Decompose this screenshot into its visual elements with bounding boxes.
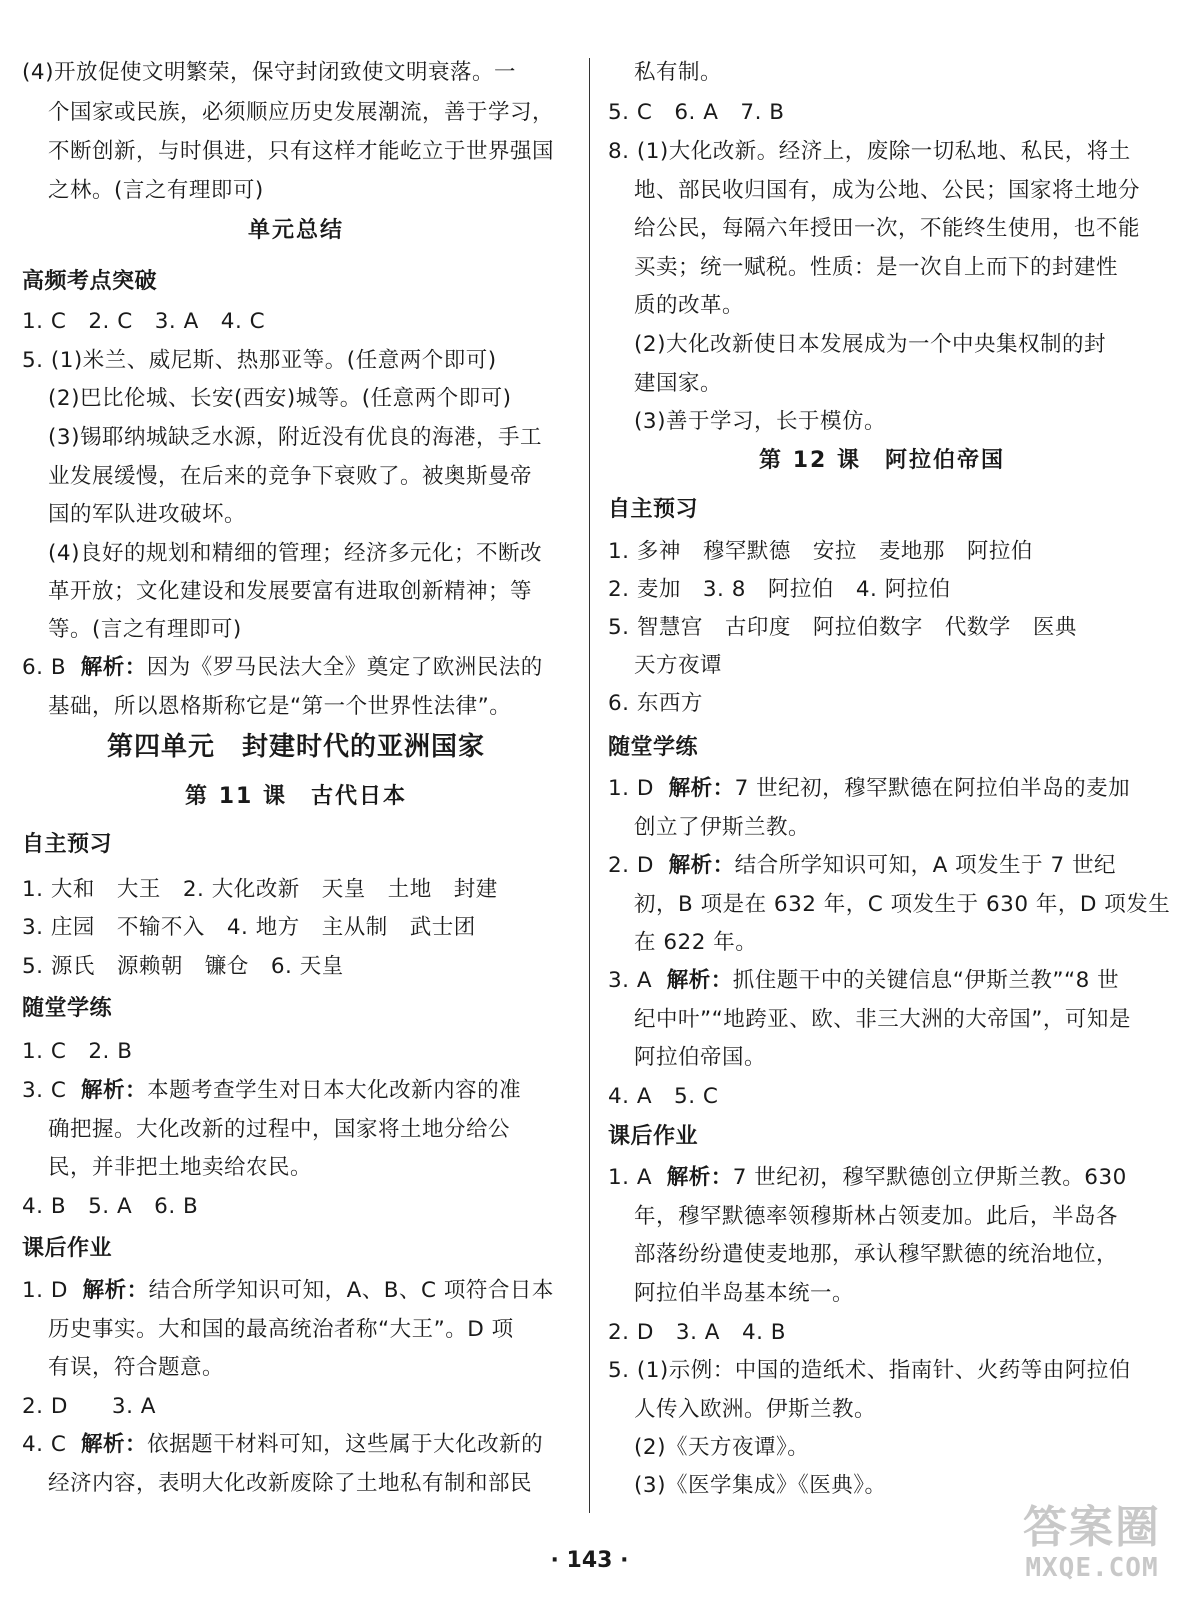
- answer-line: 等。(言之有理即可): [48, 617, 242, 642]
- answer-line: 2. 麦加 3. 8 阿拉伯 4. 阿拉伯: [608, 577, 951, 602]
- answer-line: 革开放；文化建设和发展要富有进取创新精神；等: [48, 579, 533, 604]
- analysis-label: 解析：: [666, 1165, 733, 1190]
- answer-line: 买卖；统一赋税。性质：是一次自上而下的封建性: [634, 255, 1119, 280]
- answer-number: 1. D: [608, 776, 654, 801]
- answer-line: 5. (1)示例：中国的造纸术、指南针、火药等由阿拉伯: [608, 1358, 1131, 1383]
- text-line: 之林。(言之有理即可): [48, 178, 264, 203]
- answer-line: [608, 966, 1119, 996]
- answer-line: (3)善于学习，长于模仿。: [634, 409, 886, 434]
- watermark-logo: 答案圈: [1023, 1502, 1161, 1553]
- text-line: 不断创新，与时俱进，只有这样才能屹立于世界强国: [48, 139, 555, 164]
- answer-number: 4. C: [22, 1432, 67, 1457]
- answer-line: (2)大化改新使日本发展成为一个中央集权制的封: [634, 332, 1106, 357]
- answer-line: [22, 1076, 521, 1106]
- answer-line: 国的军队进攻破坏。: [48, 502, 247, 527]
- analysis-label: 解析：: [668, 776, 735, 801]
- answer-line: 私有制。: [634, 60, 723, 85]
- section-heading: 随堂学练: [22, 996, 113, 1021]
- analysis-label: 解析：: [668, 853, 735, 878]
- section-heading: 课后作业: [22, 1236, 113, 1261]
- answer-number: 2. D: [608, 853, 654, 878]
- answer-line: [608, 851, 1116, 881]
- analysis-text: 结合所学知识可知，A 项发生于 7 世纪: [734, 853, 1116, 878]
- page-number: · 143 ·: [550, 1548, 629, 1573]
- text-line: 个国家或民族，必须顺应历史发展潮流，善于学习，: [48, 100, 555, 125]
- answer-line: 民，并非把土地卖给农民。: [48, 1155, 313, 1180]
- answer-line: [22, 1430, 543, 1460]
- answer-line: 5. 源氏 源赖朝 镰仓 6. 天皇: [22, 954, 344, 979]
- answer-line: 经济内容，表明大化改新废除了土地私有制和部民: [48, 1471, 533, 1496]
- section-heading: 随堂学练: [608, 735, 699, 760]
- answer-line: 给公民，每隔六年授田一次，不能终生使用，也不能: [634, 216, 1141, 241]
- answer-line: 历史事实。大和国的最高统治者称“大王”。D 项: [48, 1317, 514, 1342]
- analysis-label: 解析：: [82, 1278, 149, 1303]
- unit-summary-title: 单元总结: [247, 218, 344, 243]
- answer-line: 4. B 5. A 6. B: [22, 1194, 199, 1219]
- answer-line: [22, 1276, 554, 1306]
- answer-line: 初，B 项是在 632 年，C 项发生于 630 年，D 项发生: [634, 892, 1171, 917]
- answer-line: 4. A 5. C: [608, 1084, 719, 1109]
- lesson-title: 第 11 课 古代日本: [185, 784, 407, 809]
- answer-line: 2. D 3. A: [22, 1394, 156, 1419]
- answer-line: (4)良好的规划和精细的管理；经济多元化；不断改: [48, 541, 542, 566]
- answer-number: 3. A: [608, 968, 653, 993]
- answer-line: 1. 大和 大王 2. 大化改新 天皇 土地 封建: [22, 877, 498, 902]
- answer-line: 人传入欧洲。伊斯兰教。: [634, 1397, 877, 1422]
- answer-line: 质的改革。: [634, 293, 745, 318]
- analysis-text: 本题考查学生对日本大化改新内容的准: [147, 1078, 522, 1103]
- answer-line: 3. 庄园 不输不入 4. 地方 主从制 武士团: [22, 915, 476, 940]
- answer-line: 业发展缓慢，在后来的竞争下衰败了。被奥斯曼帝: [48, 464, 533, 489]
- answer-line: 阿拉伯半岛基本统一。: [634, 1281, 855, 1306]
- answer-number: 1. A: [608, 1165, 653, 1190]
- answer-line: [608, 1163, 1127, 1193]
- answer-number: 3. C: [22, 1078, 67, 1103]
- section-heading: 高频考点突破: [22, 269, 158, 294]
- analysis-text: 7 世纪初，穆罕默德在阿拉伯半岛的麦加: [734, 776, 1131, 801]
- answer-line: 有误，符合题意。: [48, 1355, 225, 1380]
- watermark-url: MXQE.COM: [1025, 1553, 1159, 1583]
- answer-line: 纪中叶”“地跨亚、欧、非三大洲的大帝国”，可知是: [634, 1007, 1131, 1032]
- answer-line: [608, 774, 1130, 804]
- answer-line: (2)《天方夜谭》。: [634, 1435, 810, 1460]
- answer-line: (2)巴比伦城、长安(西安)城等。(任意两个即可): [48, 386, 512, 411]
- answer-line: (3)锡耶纳城缺乏水源，附近没有优良的海港，手工: [48, 425, 542, 450]
- lesson-title: 第 12 课 阿拉伯帝国: [759, 448, 1005, 473]
- answer-line: (3)《医学集成》《医典》。: [634, 1473, 887, 1498]
- answer-line: 8. (1)大化改新。经济上，废除一切私地、私民，将土: [608, 139, 1131, 164]
- answer-number: 6. B: [22, 655, 67, 680]
- answer-line: 天方夜谭: [634, 653, 723, 678]
- analysis-label: 解析：: [80, 655, 147, 680]
- analysis-text: 结合所学知识可知，A、B、C 项符合日本: [148, 1278, 554, 1303]
- unit-title: 第四单元 封建时代的亚洲国家: [106, 732, 485, 762]
- column-divider: [589, 58, 590, 1513]
- analysis-label: 解析：: [666, 968, 733, 993]
- analysis-label: 解析：: [81, 1432, 148, 1457]
- answer-line: 5. C 6. A 7. B: [608, 100, 785, 125]
- analysis-text: 依据题干材料可知，这些属于大化改新的: [147, 1432, 544, 1457]
- answer-line: 在 622 年。: [634, 930, 758, 955]
- analysis-text: 7 世纪初，穆罕默德创立伊斯兰教。630: [732, 1165, 1127, 1190]
- answer-line: 年，穆罕默德率领穆斯林占领麦加。此后，半岛各: [634, 1204, 1119, 1229]
- text-line: (4)开放促使文明繁荣，保守封闭致使文明衰落。一: [22, 60, 516, 85]
- answer-line: 1. C 2. C 3. A 4. C: [22, 309, 266, 334]
- answer-line: 2. D 3. A 4. B: [608, 1320, 787, 1345]
- answer-line: 1. C 2. B: [22, 1039, 133, 1064]
- answer-line: 1. 多神 穆罕默德 安拉 麦地那 阿拉伯: [608, 539, 1033, 564]
- answer-line: 基础，所以恩格斯称它是“第一个世界性法律”。: [48, 694, 512, 719]
- answer-number: 1. D: [22, 1278, 68, 1303]
- answer-line: 部落纷纷遣使麦地那，承认穆罕默德的统治地位，: [634, 1242, 1119, 1267]
- watermark: [1023, 1503, 1161, 1583]
- answer-line: 建国家。: [634, 371, 723, 396]
- section-heading: 自主预习: [22, 832, 113, 857]
- analysis-label: 解析：: [81, 1078, 148, 1103]
- answer-line: 地、部民收归国有，成为公地、公民；国家将土地分: [634, 178, 1141, 203]
- answer-line: [22, 653, 543, 683]
- analysis-text: 因为《罗马民法大全》奠定了欧洲民法的: [146, 655, 543, 680]
- answer-line: 6. 东西方: [608, 691, 703, 716]
- answer-line: 5. 智慧宫 古印度 阿拉伯数字 代数学 医典: [608, 615, 1077, 640]
- section-heading: 自主预习: [608, 497, 699, 522]
- answer-line: 阿拉伯帝国。: [634, 1045, 767, 1070]
- section-heading: 课后作业: [608, 1124, 699, 1149]
- answer-line: 创立了伊斯兰教。: [634, 815, 811, 840]
- answer-line: 5. (1)米兰、威尼斯、热那亚等。(任意两个即可): [22, 348, 497, 373]
- answer-line: 确把握。大化改新的过程中，国家将土地分给公: [48, 1117, 511, 1142]
- analysis-text: 抓住题干中的关键信息“伊斯兰教”“8 世: [732, 968, 1120, 993]
